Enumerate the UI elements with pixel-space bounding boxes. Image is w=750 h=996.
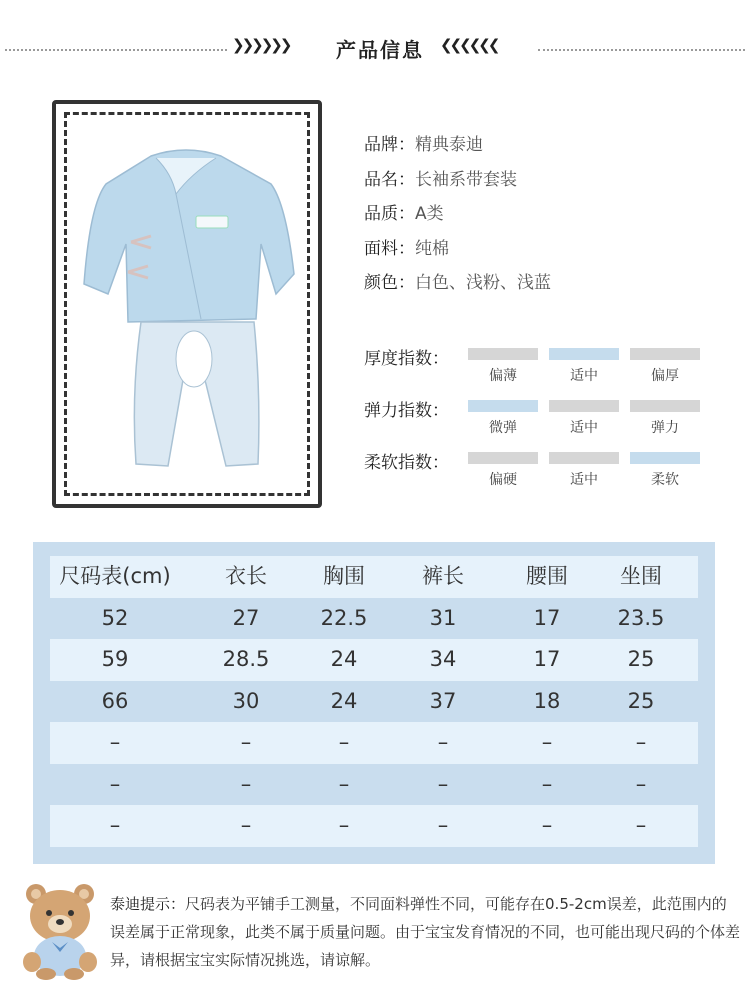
index-option-label: 偏厚 — [651, 368, 679, 384]
table-cell: – — [635, 813, 647, 837]
table-row — [50, 764, 698, 806]
table-cell: 52 — [101, 605, 129, 630]
index-bar — [630, 400, 700, 412]
index-option — [630, 452, 700, 489]
info-value: A类 — [415, 204, 444, 224]
table-cell: 59 — [101, 647, 129, 671]
index-bar — [468, 452, 538, 464]
info-value: 纯棉 — [415, 238, 449, 259]
index-bar — [630, 348, 700, 360]
table-header-cell: 衣长 — [225, 564, 267, 588]
section-title: 产品信息 — [336, 38, 424, 62]
table-cell: – — [437, 813, 449, 837]
table-cell: 18 — [533, 688, 561, 713]
table-header-row — [50, 556, 698, 598]
info-key: 颜色： — [364, 273, 415, 293]
table-row — [50, 805, 698, 847]
index-option-label: 偏薄 — [489, 368, 517, 384]
table-cell: 31 — [429, 605, 457, 630]
index-option-label: 适中 — [570, 472, 598, 488]
table-cell: – — [109, 730, 121, 754]
dotted-divider-right — [538, 49, 745, 51]
table-cell: – — [635, 730, 647, 754]
table-cell: – — [338, 771, 350, 796]
index-option — [549, 452, 619, 489]
chevron-right-icon: ❯❯❯❯❯❯ — [232, 36, 290, 54]
table-cell: – — [240, 813, 252, 837]
table-cell: 28.5 — [222, 647, 270, 671]
table-cell: – — [541, 771, 553, 796]
info-value: 精典泰迪 — [415, 135, 483, 155]
index-option — [468, 452, 538, 489]
table-cell: 25 — [627, 647, 655, 671]
index-option-label: 微弹 — [489, 420, 517, 436]
table-header-cell: 坐围 — [620, 564, 662, 588]
table-row — [50, 598, 698, 640]
table-cell: 17 — [533, 647, 561, 671]
index-option-label: 柔软 — [651, 472, 679, 488]
table-row — [50, 681, 698, 723]
index-option — [630, 348, 700, 385]
table-cell: 25 — [627, 688, 655, 713]
table-header-cell: 裤长 — [422, 564, 464, 588]
table-cell: – — [541, 730, 553, 754]
index-option — [630, 400, 700, 437]
product-image-frame — [52, 100, 322, 508]
table-cell: – — [437, 730, 449, 754]
table-row — [50, 639, 698, 681]
index-bar — [549, 400, 619, 412]
index-bar-selected — [468, 400, 538, 412]
table-cell: – — [541, 813, 553, 837]
table-cell: – — [338, 730, 350, 754]
index-option — [549, 400, 619, 437]
table-cell: – — [635, 771, 647, 796]
index-label: 弹力指数： — [364, 401, 449, 421]
info-key: 品质： — [364, 204, 415, 224]
tip-text: 尺码表为平铺手工测量，不同面料弹性不同，可能存在0.5-2cm误差，此范围内的误差属于正常现象，此类不属于质量问题。由于宝宝发育情况的不同，也可能出现尺码的个体差异，请根据宝宝实际情况挑选，请谅解。 — [110, 895, 741, 969]
tip-label: 泰迪提示： — [110, 895, 186, 913]
dotted-divider-left — [5, 49, 227, 51]
info-row-brand — [364, 130, 551, 165]
size-table — [50, 556, 698, 847]
table-cell: 17 — [533, 605, 561, 630]
table-cell: 34 — [429, 647, 457, 671]
table-cell: – — [109, 771, 121, 796]
index-option-label: 偏硬 — [489, 472, 517, 488]
table-header-cell: 腰围 — [526, 564, 568, 588]
chevron-left-icon: ❮❮❮❮❮❮ — [440, 36, 498, 54]
index-bar — [549, 452, 619, 464]
table-cell: – — [240, 730, 252, 754]
product-info-list — [364, 130, 551, 303]
index-label: 厚度指数： — [364, 349, 449, 369]
info-value: 长袖系带套装 — [415, 169, 517, 190]
table-cell: 24 — [330, 688, 358, 713]
index-option — [549, 348, 619, 385]
table-cell: – — [437, 771, 449, 796]
index-option-label: 弹力 — [651, 420, 679, 436]
table-cell: 37 — [429, 688, 457, 713]
index-option-label: 适中 — [570, 420, 598, 436]
info-key: 面料： — [364, 238, 415, 259]
section-header — [0, 28, 750, 68]
index-option — [468, 400, 538, 437]
table-cell: – — [240, 771, 252, 796]
table-cell: 23.5 — [617, 605, 665, 630]
table-row — [50, 722, 698, 764]
index-bar-selected — [630, 452, 700, 464]
info-row-quality — [364, 199, 551, 234]
info-key: 品名： — [364, 169, 415, 190]
table-cell: 22.5 — [320, 605, 368, 630]
table-header-cell: 尺码表(cm) — [59, 564, 171, 588]
size-table-panel — [33, 542, 715, 864]
info-value: 白色、浅粉、浅蓝 — [415, 273, 551, 293]
table-cell: 66 — [101, 688, 129, 713]
baby-clothes-image — [76, 144, 296, 484]
table-cell: 27 — [232, 605, 260, 630]
index-bar-selected — [549, 348, 619, 360]
index-option — [468, 348, 538, 385]
index-option-label: 适中 — [570, 368, 598, 384]
size-tip — [110, 890, 740, 974]
info-row-fabric — [364, 234, 551, 269]
teddy-bear-icon — [18, 880, 108, 980]
info-row-name — [364, 165, 551, 200]
table-cell: – — [109, 813, 121, 837]
table-header-cell: 胸围 — [323, 564, 365, 588]
index-bar — [468, 348, 538, 360]
info-key: 品牌： — [364, 135, 415, 155]
table-cell: 30 — [232, 688, 260, 713]
table-cell: 24 — [330, 647, 358, 671]
index-label: 柔软指数： — [364, 453, 449, 473]
table-cell: – — [338, 813, 350, 837]
info-row-color — [364, 268, 551, 303]
